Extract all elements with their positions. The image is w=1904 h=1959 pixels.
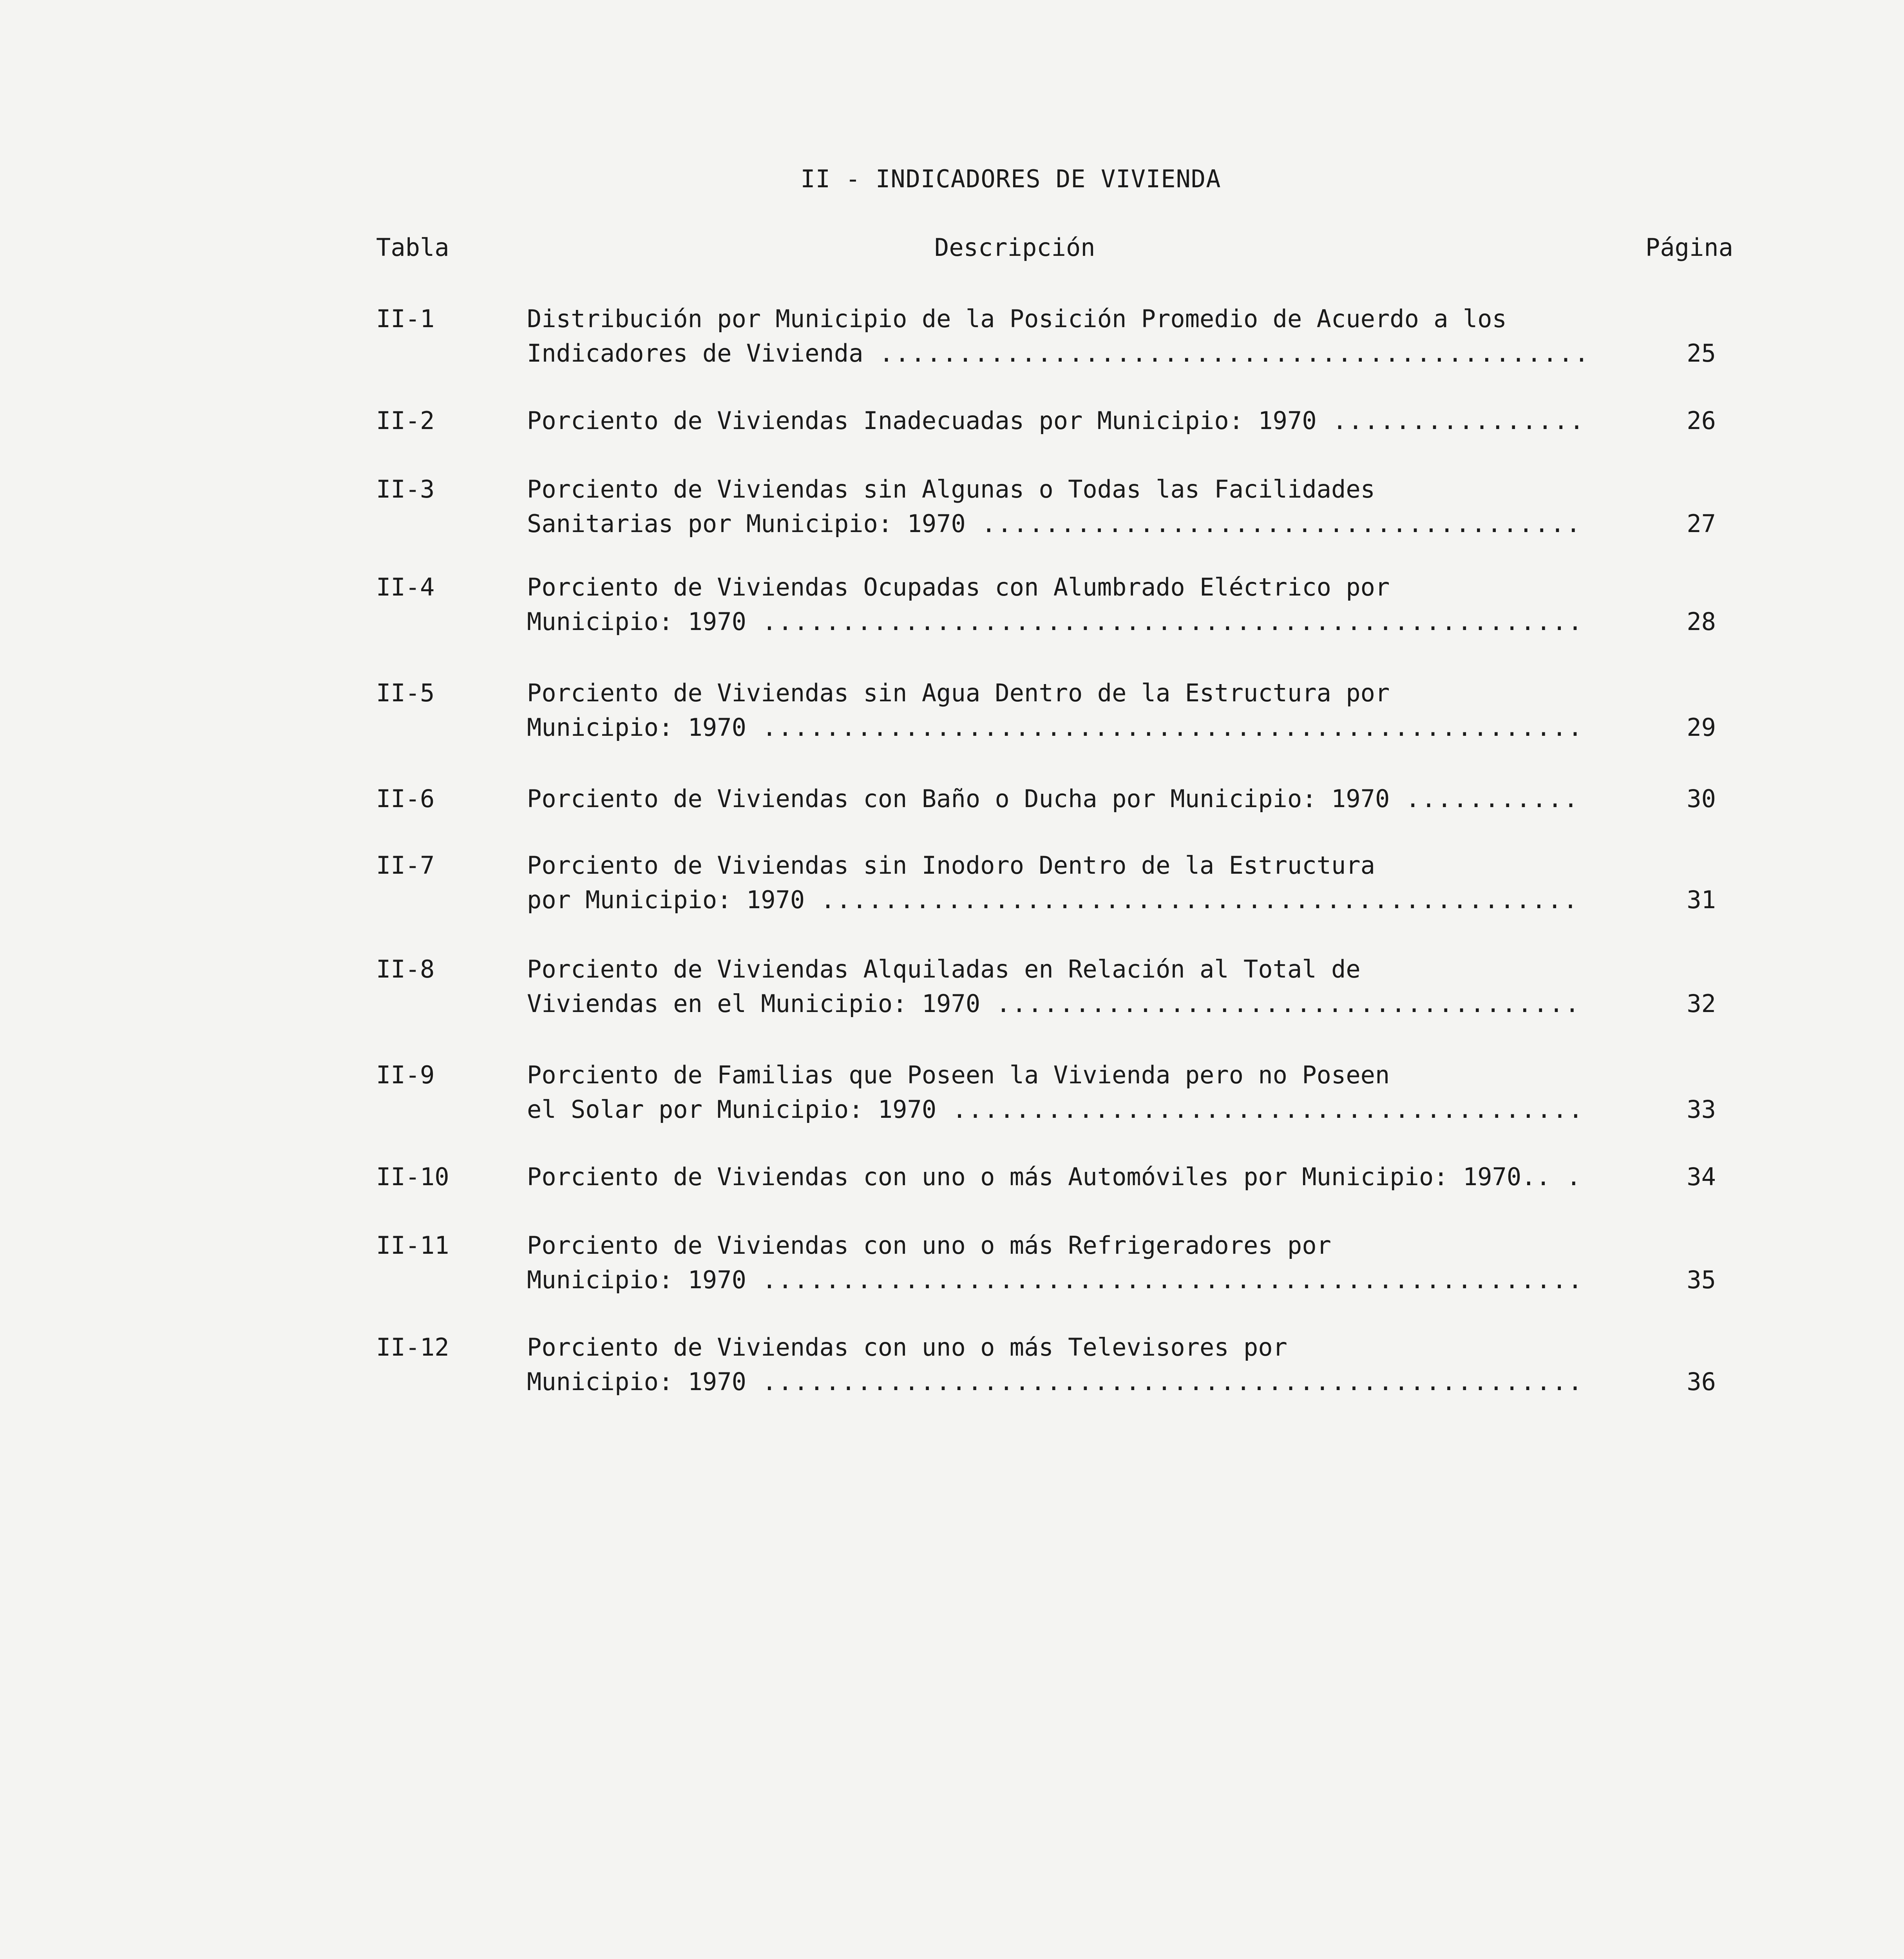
page-reference: 31	[1687, 885, 1716, 914]
description-line: Porciento de Viviendas Ocupadas con Alumbrado Eléctrico por	[527, 573, 1390, 601]
table-description	[527, 404, 1585, 438]
page-reference: 35	[1687, 1266, 1716, 1294]
description-line: Porciento de Viviendas Alquiladas en Relación al Total de	[527, 955, 1361, 983]
table-number: II-1	[376, 304, 435, 333]
page-reference: 34	[1687, 1162, 1716, 1191]
table-number: II-2	[376, 406, 435, 435]
description-line: Porciento de Viviendas sin Inodoro Dentro de la Estructura	[527, 851, 1375, 880]
table-number: II-5	[376, 679, 435, 707]
description-line: Porciento de Viviendas con uno o más Televisores por	[527, 1333, 1288, 1362]
page-reference: 29	[1687, 713, 1716, 742]
description-line: Municipio: 1970 .....	[527, 1263, 1585, 1297]
description-line: Municipio: 1970 .....	[527, 710, 1585, 745]
table-number: II-6	[376, 784, 435, 813]
table-description	[527, 570, 1585, 639]
table-description	[527, 1228, 1585, 1297]
table-number: II-7	[376, 851, 435, 880]
page-reference: 30	[1687, 784, 1716, 813]
description-line: Porciento de Viviendas con uno o más Refrigeradores por	[527, 1231, 1331, 1260]
table-number: II-12	[376, 1333, 449, 1362]
table-description	[527, 472, 1585, 541]
table-description	[527, 676, 1585, 745]
page-reference: 25	[1687, 339, 1716, 368]
column-header-tabla: Tabla	[376, 233, 449, 262]
page-reference: 28	[1687, 607, 1716, 636]
table-number: II-9	[376, 1061, 435, 1089]
table-description	[527, 952, 1585, 1021]
page-reference: 33	[1687, 1095, 1716, 1124]
page-reference: 26	[1687, 406, 1716, 435]
table-description	[527, 302, 1585, 371]
page-reference: 27	[1687, 509, 1716, 538]
table-description	[527, 1330, 1585, 1399]
description-line: Porciento de Viviendas sin Agua Dentro de la Estructura por	[527, 679, 1390, 707]
description-line: Porciento de Viviendas con uno o más Automóviles por Municipio: 1970.. .....	[527, 1160, 1585, 1194]
description-line: Municipio: 1970 .....	[527, 1365, 1585, 1399]
description-line: Porciento de Familias que Poseen la Vivienda pero no Poseen	[527, 1061, 1390, 1089]
page-reference: 36	[1687, 1367, 1716, 1396]
table-number: II-3	[376, 475, 435, 503]
description-line: Porciento de Viviendas sin Algunas o Todas las Facilidades	[527, 475, 1375, 503]
description-line: el Solar por Municipio: 1970 .....	[527, 1092, 1585, 1127]
description-line: Municipio: 1970 .....	[527, 605, 1585, 639]
table-number: II-10	[376, 1162, 449, 1191]
page-title: II - INDICADORES DE VIVIENDA	[800, 165, 1221, 193]
table-number: II-4	[376, 573, 435, 601]
table-description	[527, 782, 1585, 816]
description-line: Porciento de Viviendas Inadecuadas por Municipio: 1970 .....	[527, 404, 1585, 438]
description-line: Viviendas en el Municipio: 1970 .....	[527, 987, 1585, 1021]
table-description	[527, 1058, 1585, 1127]
table-number: II-11	[376, 1231, 449, 1260]
description-line: Indicadores de Vivienda .....	[527, 336, 1585, 371]
column-header-pagina: Página	[1645, 233, 1733, 262]
table-number: II-8	[376, 955, 435, 983]
table-description	[527, 848, 1585, 917]
description-line: por Municipio: 1970 .....	[527, 883, 1585, 917]
description-line: Distribución por Municipio de la Posición Promedio de Acuerdo a los	[527, 304, 1507, 333]
description-line: Sanitarias por Municipio: 1970 .....	[527, 507, 1585, 541]
description-line: Porciento de Viviendas con Baño o Ducha por Municipio: 1970 .....	[527, 782, 1585, 816]
page-reference: 32	[1687, 989, 1716, 1018]
column-header-descripcion: Descripción	[934, 233, 1095, 262]
table-description	[527, 1160, 1585, 1194]
